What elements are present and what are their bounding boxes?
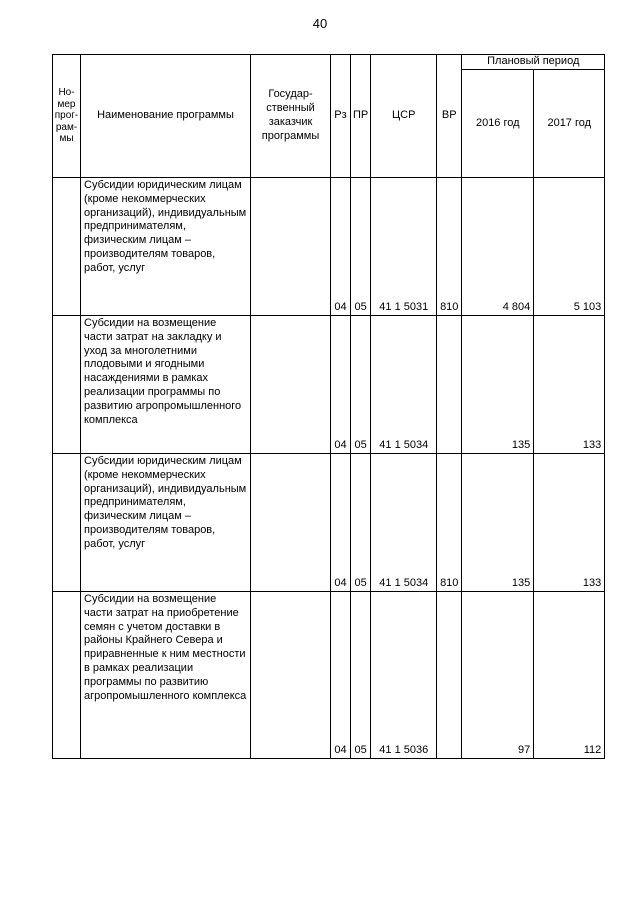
rz-column-header: Рз bbox=[331, 55, 351, 178]
vr-code: 810 bbox=[437, 178, 462, 316]
vr-code bbox=[437, 592, 462, 759]
budget-table bbox=[52, 54, 605, 759]
vr-column-header: ВР bbox=[437, 55, 462, 178]
csr-code: 41 1 5034 bbox=[371, 454, 437, 592]
number-column-header: Но- мер прог- рам- мы bbox=[53, 55, 81, 178]
year-2017-header: 2017 год bbox=[534, 70, 605, 178]
pr-column-header: ПР bbox=[351, 55, 371, 178]
amount-2017: 133 bbox=[534, 454, 605, 592]
table-row bbox=[53, 454, 605, 592]
customer bbox=[251, 592, 331, 759]
table-row bbox=[53, 592, 605, 759]
amount-2017: 112 bbox=[534, 592, 605, 759]
vr-code: 810 bbox=[437, 454, 462, 592]
row-number bbox=[53, 454, 81, 592]
table-body bbox=[53, 178, 605, 759]
rz-code: 04 bbox=[331, 592, 351, 759]
csr-column-header: ЦСР bbox=[371, 55, 437, 178]
program-name: Субсидии юридическим лицам (кроме некоммерческих организаций), индивидуальным предпринимателям, физическим лицам – производителям товаров, работ, услуг bbox=[81, 454, 251, 592]
planning-period-header: Плановый период bbox=[462, 55, 605, 70]
table-row bbox=[53, 178, 605, 316]
program-name: Субсидии на возмещение части затрат на закладку и уход за многолетними плодовыми и ягодными насаждениями в рамках реализации программы по развитию агропромышленного комплекса bbox=[81, 316, 251, 454]
csr-code: 41 1 5036 bbox=[371, 592, 437, 759]
rz-code: 04 bbox=[331, 316, 351, 454]
csr-code: 41 1 5034 bbox=[371, 316, 437, 454]
rz-code: 04 bbox=[331, 178, 351, 316]
pr-code: 05 bbox=[351, 592, 371, 759]
row-number bbox=[53, 316, 81, 454]
name-column-header: Наименование программы bbox=[81, 55, 251, 178]
customer-column-header: Государ- ственный заказчик программы bbox=[251, 55, 331, 178]
amount-2017: 5 103 bbox=[534, 178, 605, 316]
amount-2016: 4 804 bbox=[462, 178, 534, 316]
amount-2017: 133 bbox=[534, 316, 605, 454]
amount-2016: 135 bbox=[462, 316, 534, 454]
rz-code: 04 bbox=[331, 454, 351, 592]
header-row-top bbox=[53, 55, 605, 70]
amount-2016: 97 bbox=[462, 592, 534, 759]
customer bbox=[251, 316, 331, 454]
program-name: Субсидии юридическим лицам (кроме некоммерческих организаций), индивидуальным предпринимателям, физическим лицам – производителям товаров, работ, услуг bbox=[81, 178, 251, 316]
pr-code: 05 bbox=[351, 316, 371, 454]
vr-code bbox=[437, 316, 462, 454]
customer bbox=[251, 178, 331, 316]
pr-code: 05 bbox=[351, 454, 371, 592]
csr-code: 41 1 5031 bbox=[371, 178, 437, 316]
customer bbox=[251, 454, 331, 592]
amount-2016: 135 bbox=[462, 454, 534, 592]
pr-code: 05 bbox=[351, 178, 371, 316]
row-number bbox=[53, 178, 81, 316]
row-number bbox=[53, 592, 81, 759]
table-row bbox=[53, 316, 605, 454]
page-number: 40 bbox=[312, 16, 328, 31]
year-2016-header: 2016 год bbox=[462, 70, 534, 178]
program-name: Субсидии на возмещение части затрат на приобретение семян с учетом доставки в районы Крайнего Севера и приравненные к ним местности в рамках реализации программы по развитию агропромышленного комплекса bbox=[81, 592, 251, 759]
